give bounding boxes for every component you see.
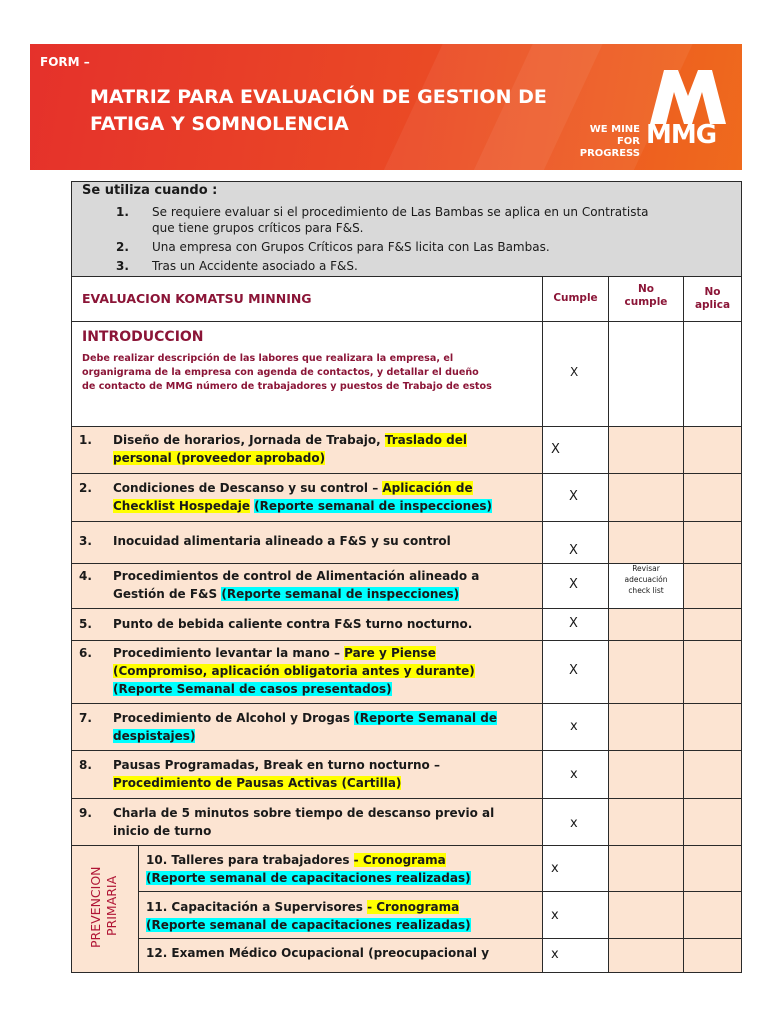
row-11-no-aplica-cell bbox=[683, 891, 742, 939]
row-7-no-aplica-cell bbox=[683, 703, 742, 751]
row-12-no-aplica-cell bbox=[683, 938, 742, 973]
usage-heading: Se utiliza cuando : bbox=[82, 183, 218, 198]
col-no-cumple-line-1: No bbox=[637, 283, 654, 295]
row-9-no-aplica-cell bbox=[683, 798, 742, 846]
row-5-no-cumple-cell bbox=[608, 608, 684, 641]
row-6-text bbox=[113, 644, 535, 698]
group-label-line-1: PREVENCION bbox=[88, 866, 103, 948]
note-line: check list bbox=[628, 586, 664, 595]
row-text-highlight: despistajes) bbox=[113, 729, 196, 743]
row-3-cumple-mark: X bbox=[569, 543, 578, 558]
row-5-cumple-mark: X bbox=[569, 616, 578, 631]
row-7-no-cumple-cell bbox=[608, 703, 684, 751]
tagline-line-2: PROGRESS bbox=[579, 148, 640, 159]
title-line-1: MATRIZ PARA EVALUACIÓN DE GESTION DE bbox=[90, 86, 547, 108]
row-text-highlight: (Reporte Semanal de bbox=[354, 711, 497, 725]
col-no-aplica bbox=[683, 286, 742, 312]
row-8-no-cumple-cell bbox=[608, 750, 684, 799]
row-number: 4. bbox=[79, 569, 92, 583]
row-9-cumple-mark: x bbox=[570, 816, 578, 831]
title-line-2: FATIGA Y SOMNOLENCIA bbox=[90, 113, 349, 135]
row-5-no-aplica-cell bbox=[683, 608, 742, 641]
row-4-cumple-mark: X bbox=[569, 577, 578, 592]
row-1-text bbox=[113, 431, 535, 467]
note-line: adecuación bbox=[624, 575, 668, 584]
row-4-text bbox=[113, 567, 535, 603]
usage-item-text: Se requiere evaluar si el procedimiento de Las Bambas se aplica en un Contratista bbox=[152, 205, 649, 219]
row-text-highlight: Traslado del bbox=[384, 433, 467, 447]
evaluation-title: EVALUACION KOMATSU MINNING bbox=[82, 291, 312, 306]
row-2-no-cumple-cell bbox=[608, 473, 684, 522]
row-text-highlight: Checklist Hospedaje bbox=[113, 499, 250, 513]
row-text-part: 10. Talleres para trabajadores bbox=[146, 853, 354, 867]
row-4-note bbox=[608, 563, 684, 596]
row-text-part: Charla de 5 minutos sobre tiempo de descanso previo al bbox=[113, 806, 495, 820]
row-number: 6. bbox=[79, 646, 92, 660]
row-10-no-cumple-cell bbox=[608, 845, 684, 892]
mmg-logo-icon bbox=[648, 66, 730, 126]
tagline bbox=[568, 124, 640, 160]
row-number: 9. bbox=[79, 806, 92, 820]
row-text-highlight: (Reporte semanal de capacitaciones realizadas) bbox=[146, 918, 471, 932]
row-6-cumple-mark: X bbox=[569, 663, 578, 678]
note-line: Revisar bbox=[632, 564, 660, 573]
row-9-text bbox=[113, 804, 535, 840]
row-number: 5. bbox=[79, 617, 92, 631]
col-no-aplica-line-2: aplica bbox=[694, 299, 731, 311]
row-text-highlight: - Cronograma bbox=[367, 900, 460, 914]
form-label: FORM – bbox=[40, 55, 90, 69]
row-11-no-cumple-cell bbox=[608, 891, 684, 939]
row-10-no-aplica-cell bbox=[683, 845, 742, 892]
row-text-part: 11. Capacitación a Supervisores bbox=[146, 900, 368, 914]
usage-item-number: 2. bbox=[116, 240, 129, 254]
row-text-highlight: - Cronograma bbox=[353, 853, 446, 867]
row-6-no-aplica-cell bbox=[683, 640, 742, 704]
row-1-no-cumple-cell bbox=[608, 426, 684, 474]
intro-line: de contacto de MMG número de trabajadores y puestos de Trabajo de estos bbox=[82, 381, 492, 392]
row-3-no-cumple-cell bbox=[608, 521, 684, 564]
row-text-highlight: (Reporte semanal de inspecciones) bbox=[221, 587, 460, 601]
row-text-highlight: Procedimiento de Pausas Activas (Cartilla) bbox=[113, 776, 402, 790]
row-2-no-aplica-cell bbox=[683, 473, 742, 522]
row-text-part: 12. Examen Médico Ocupacional (preocupacional y bbox=[146, 946, 490, 960]
row-text-highlight: (Reporte semanal de capacitaciones realizadas) bbox=[146, 871, 471, 885]
row-8-text bbox=[113, 756, 535, 792]
row-text-part: Gestión de F&S bbox=[113, 587, 222, 601]
row-1-cumple-mark: X bbox=[551, 442, 560, 457]
intro-description bbox=[82, 352, 534, 394]
intro-line: Debe realizar descripción de las labores que realizara la empresa, el bbox=[82, 353, 454, 364]
row-7-cumple-mark: x bbox=[570, 719, 578, 734]
row-11-cumple-mark: x bbox=[551, 908, 559, 923]
row-text-part: Diseño de horarios, Jornada de Trabajo, bbox=[113, 433, 385, 447]
col-no-aplica-line-1: No bbox=[704, 286, 721, 298]
row-12-cumple-mark: x bbox=[551, 947, 559, 962]
usage-item-number: 1. bbox=[116, 205, 129, 219]
usage-item-text: Tras un Accidente asociado a F&S. bbox=[152, 259, 358, 273]
row-2-text bbox=[113, 479, 535, 515]
row-12-no-cumple-cell bbox=[608, 938, 684, 973]
row-text-highlight: (Compromiso, aplicación obligatoria antes y durante) bbox=[113, 664, 475, 678]
row-text-highlight: Aplicación de bbox=[382, 481, 473, 495]
row-1-no-aplica-cell bbox=[683, 426, 742, 474]
row-text-highlight: (Reporte semanal de inspecciones) bbox=[254, 499, 492, 513]
prevencion-primaria-label bbox=[74, 848, 136, 970]
usage-item-text: que tiene grupos críticos para F&S. bbox=[152, 221, 364, 235]
row-10-text bbox=[146, 851, 538, 887]
row-number: 3. bbox=[79, 534, 92, 548]
row-12-text bbox=[146, 944, 538, 962]
row-text-highlight: Pare y Piense bbox=[344, 646, 436, 660]
row-number: 2. bbox=[79, 481, 92, 495]
row-number: 7. bbox=[79, 711, 92, 725]
row-text-part: Pausas Programadas, Break en turno nocturno – bbox=[113, 758, 440, 772]
row-7-text bbox=[113, 709, 535, 745]
col-no-cumple bbox=[608, 283, 684, 309]
logo-text: MMG bbox=[646, 120, 717, 150]
row-number: 1. bbox=[79, 433, 92, 447]
row-9-no-cumple-cell bbox=[608, 798, 684, 846]
intro-line: organigrama de la empresa con agenda de contactos, y detallar el dueño bbox=[82, 367, 479, 378]
col-cumple: Cumple bbox=[553, 292, 598, 304]
intro-cumple-mark: X bbox=[570, 365, 579, 379]
row-text-part: Procedimientos de control de Alimentación alineado a bbox=[113, 569, 480, 583]
row-4-no-aplica-cell bbox=[683, 563, 742, 609]
usage-item-number: 3. bbox=[116, 259, 129, 273]
row-8-cumple-mark: x bbox=[570, 767, 578, 782]
group-label-line-2: PRIMARIA bbox=[104, 875, 119, 936]
row-10-cumple-mark: x bbox=[551, 861, 559, 876]
row-text-part: Procedimiento de Alcohol y Drogas bbox=[113, 711, 355, 725]
header-banner bbox=[30, 44, 742, 170]
row-text-highlight: (Reporte Semanal de casos presentados) bbox=[113, 682, 392, 696]
intro-title: INTRODUCCION bbox=[82, 329, 204, 345]
row-text-part: Procedimiento levantar la mano – bbox=[113, 646, 345, 660]
row-3-no-aplica-cell bbox=[683, 521, 742, 564]
row-number: 8. bbox=[79, 758, 92, 772]
col-no-cumple-line-2: cumple bbox=[624, 296, 668, 308]
tagline-line-1: WE MINE FOR bbox=[589, 124, 640, 147]
row-8-no-aplica-cell bbox=[683, 750, 742, 799]
row-6-no-cumple-cell bbox=[608, 640, 684, 704]
intro-no-aplica-cell bbox=[683, 321, 742, 427]
document-title bbox=[90, 84, 547, 138]
usage-item-text: Una empresa con Grupos Críticos para F&S licita con Las Bambas. bbox=[152, 240, 550, 254]
row-text-part: Punto de bebida caliente contra F&S turno nocturno. bbox=[113, 617, 473, 631]
row-text-part: inicio de turno bbox=[113, 824, 212, 838]
row-2-cumple-mark: X bbox=[569, 489, 578, 504]
row-11-text bbox=[146, 898, 538, 934]
row-text-part: Condiciones de Descanso y su control – bbox=[113, 481, 383, 495]
row-text-highlight: personal (proveedor aprobado) bbox=[113, 451, 326, 465]
row-5-text bbox=[113, 615, 535, 633]
intro-no-cumple-cell bbox=[608, 321, 684, 427]
row-text-part: Inocuidad alimentaria alineado a F&S y su control bbox=[113, 534, 451, 548]
row-3-text bbox=[113, 532, 535, 550]
